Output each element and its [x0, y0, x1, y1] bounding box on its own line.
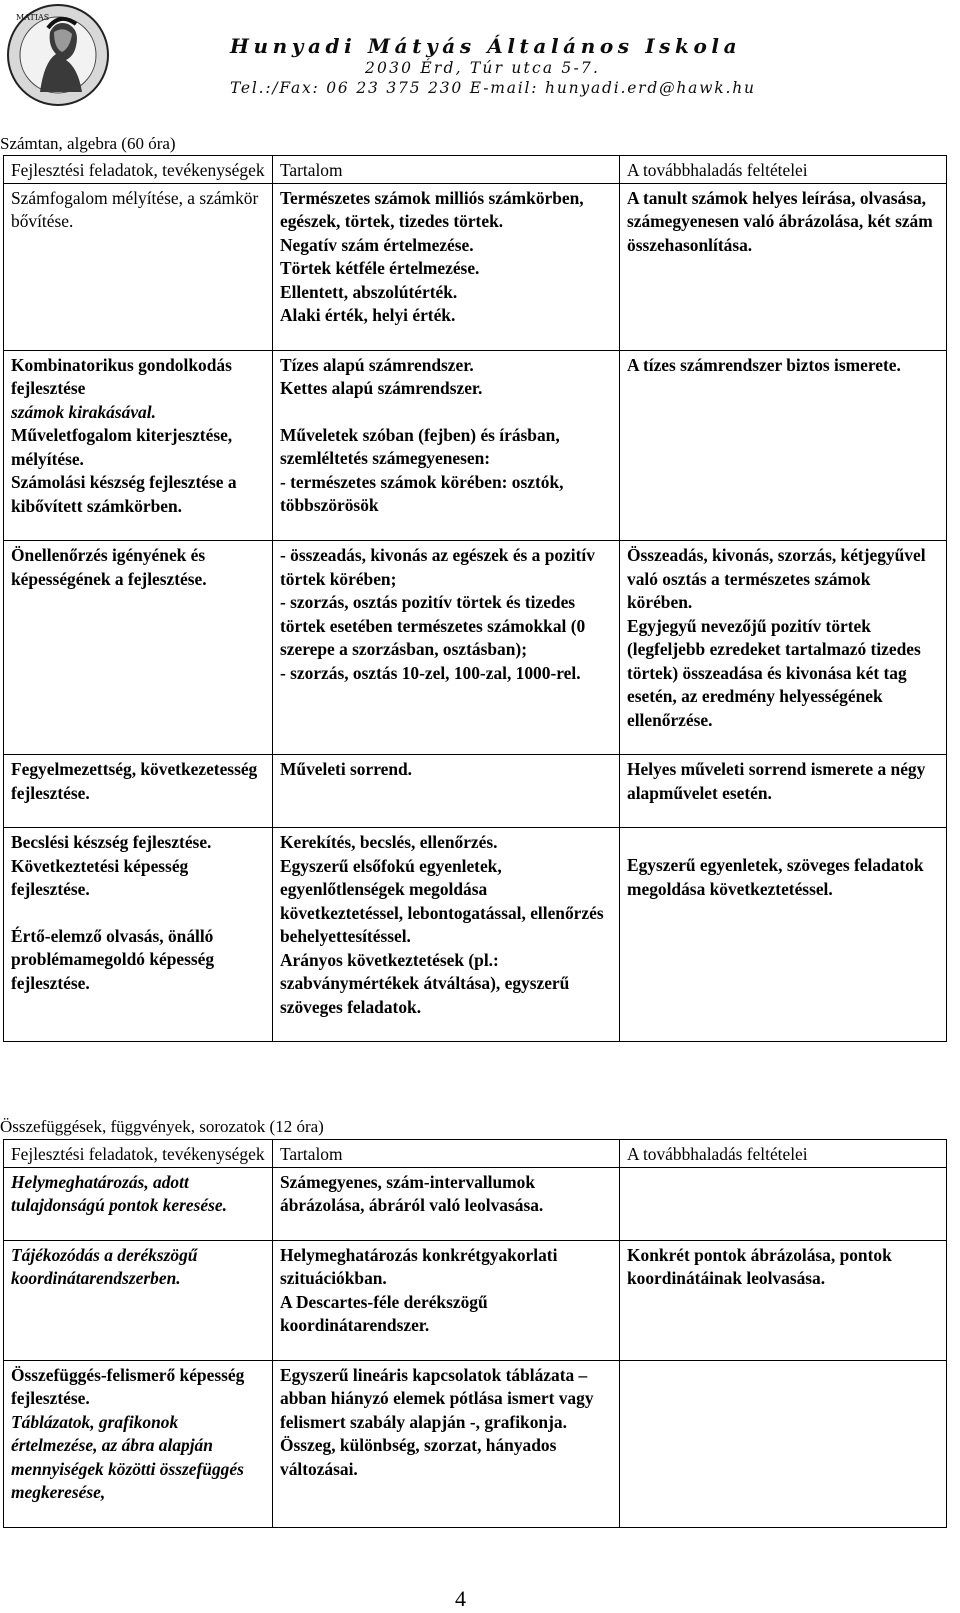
cell-text: Természetes számok milliós számkörben, egészek, törtek, tizedes törtek.	[280, 187, 584, 231]
table-cell	[4, 828, 273, 1042]
cell-text: Önellenőrzés igényének és képességének a fejlesztése.	[11, 545, 207, 589]
cell-text: Műveleti sorrend.	[280, 759, 413, 779]
cell-text: - összeadás, kivonás az egészek és a pozitív törtek körében;	[280, 545, 595, 589]
table-cell	[4, 183, 273, 350]
page-header	[0, 0, 960, 110]
table-row	[4, 828, 947, 1042]
table-row	[4, 350, 947, 541]
table-row	[4, 1240, 947, 1360]
table-cell	[273, 1240, 620, 1360]
cell-text	[280, 401, 612, 424]
cell-text: Műveletek szóban (fejben) és írásban, szemléltetés számegyenesen:	[280, 424, 560, 468]
cell-text: Helymeghatározás, adott tulajdonságú pontok keresése.	[11, 1171, 227, 1215]
column-header: A továbbhaladás feltételei	[620, 1140, 947, 1168]
cell-text: Fegyelmezettség, következetesség fejlesztése.	[11, 759, 258, 803]
table-cell	[273, 1360, 620, 1527]
table-cell	[273, 1167, 620, 1240]
cell-text: Értő-elemző olvasás, önálló problémamegoldó képesség fejlesztése.	[11, 925, 215, 993]
cell-text: Kerekítés, becslés, ellenőrzés.	[280, 832, 498, 852]
section2-title: Összefüggések, függvények, sorozatok (12 óra)	[0, 1117, 324, 1136]
table-row	[4, 1167, 947, 1240]
cell-text: A tanult számok helyes leírása, olvasása, számegyenesen való ábrázolása, két szám összehasonlítása.	[627, 187, 933, 255]
cell-text: Tájékozódás a derékszögű koordinátarendszerben.	[11, 1244, 198, 1288]
table-cell	[273, 755, 620, 828]
cell-text: Egyszerű elsőfokú egyenletek, egyenlőtlenségek megoldása következtetéssel, lebontogatással, ellenőrzés behelyettesítéssel.	[280, 855, 604, 946]
table-cell	[620, 828, 947, 1042]
cell-text: Táblázatok, grafikonok értelmezése, az ábra alapján mennyiségek közötti összefüggés megkeresése,	[11, 1411, 244, 1502]
cell-text: Helyes műveleti sorrend ismerete a négy alapművelet esetén.	[627, 759, 926, 803]
cell-text: Tízes alapú számrendszer.	[280, 354, 474, 375]
table-cell	[620, 350, 947, 541]
column-header: Fejlesztési feladatok, tevékenységek	[4, 1140, 273, 1168]
school-contact: Tel.:/Fax: 06 23 375 230 E-mail: hunyadi.erd@hawk.hu	[230, 79, 756, 97]
cell-text: Következtetési képesség fejlesztése.	[11, 855, 189, 899]
cell-text: Negatív szám értelmezése.	[280, 234, 474, 255]
cell-text: Kettes alapú számrendszer.	[280, 378, 483, 398]
cell-text: - szorzás, osztás 10-zel, 100-zal, 1000-rel.	[280, 662, 581, 683]
table-header-row	[4, 1140, 947, 1168]
cell-text: Alaki érték, helyi érték.	[280, 305, 456, 325]
cell-text: Összefüggés-felismerő képesség fejlesztése.	[11, 1364, 245, 1408]
section1-table	[3, 155, 947, 1042]
table-cell	[4, 1360, 273, 1527]
table-cell	[620, 1167, 947, 1240]
table-header-row	[4, 156, 947, 184]
table-cell	[4, 755, 273, 828]
table-cell	[4, 1240, 273, 1360]
cell-text: Egyjegyű nevezőjű pozitív törtek (legfeljebb ezredeket tartalmazó tizedes törtek) összeadása és kivonása két tag esetén, az eredmény helyességének ellenőrzése.	[627, 615, 921, 730]
logo-text: MATIAS	[16, 13, 50, 22]
table-cell	[273, 183, 620, 350]
cell-text	[627, 831, 939, 854]
cell-text: - szorzás, osztás pozitív törtek és tizedes törtek esetében természetes számokkal (0 szerepe a szorzásban, osztásban);	[280, 592, 586, 659]
table-cell	[620, 755, 947, 828]
cell-text: Egyszerű egyenletek, szöveges feladatok megoldása következtetéssel.	[627, 855, 924, 899]
table-row	[4, 541, 947, 755]
cell-text: Számegyenes, szám-intervallumok ábrázolása, ábráról való leolvasása.	[280, 1171, 544, 1215]
section2-table	[3, 1139, 947, 1528]
cell-text	[11, 902, 265, 925]
table-cell	[620, 183, 947, 350]
cell-text: Egyszerű lineáris kapcsolatok táblázata –abban hiányzó elemek pótlása ismert vagy felismert szabály alapján -, grafikonja.	[280, 1364, 594, 1432]
school-address: 2030 Érd, Túr utca 5-7.	[365, 59, 601, 77]
table-cell	[620, 1240, 947, 1360]
cell-text: Számolási készség fejlesztése a kibővített számkörben.	[11, 472, 237, 516]
cell-text: - természetes számok körében: osztók, többszörösök	[280, 471, 564, 515]
table-cell	[4, 541, 273, 755]
column-header: Tartalom	[273, 156, 620, 184]
cell-text: Konkrét pontok ábrázolása, pontok koordinátáinak leolvasása.	[627, 1244, 892, 1288]
column-header: Tartalom	[273, 1140, 620, 1168]
cell-text: Műveletfogalom kiterjesztése, mélyítése.	[11, 425, 233, 469]
cell-text: A tízes számrendszer biztos ismerete.	[627, 354, 901, 375]
cell-text: Összeadás, kivonás, szorzás, kétjegyűvel való osztás a természetes számok körében.	[627, 545, 926, 612]
cell-text: Ellentett, abszolútérték.	[280, 281, 458, 302]
cell-text: Törtek kétféle értelmezése.	[280, 258, 480, 278]
column-header: A továbbhaladás feltételei	[620, 156, 947, 184]
school-name: Hunyadi Mátyás Általános Iskola	[230, 34, 742, 58]
table-row	[4, 183, 947, 350]
table-row	[4, 1360, 947, 1527]
school-info	[230, 34, 950, 98]
table-cell	[273, 350, 620, 541]
cell-text: Arányos következtetések (pl.: szabványmértékek átváltása), egyszerű szöveges feladatok.	[280, 949, 570, 1017]
cell-text: Helymeghatározás konkrétgyakorlati szituációkban.	[280, 1244, 558, 1288]
table-row	[4, 755, 947, 828]
cell-text: Kombinatorikus gondolkodás fejlesztése	[11, 354, 232, 398]
cell-text: Összeg, különbség, szorzat, hányados változásai.	[280, 1435, 557, 1479]
cell-text: A Descartes-féle derékszögű koordinátarendszer.	[280, 1291, 488, 1335]
table-cell	[273, 828, 620, 1042]
page-number: 4	[455, 1586, 466, 1611]
section1-title: Számtan, algebra (60 óra)	[0, 134, 176, 153]
cell-text: számok kirakásával.	[11, 401, 156, 422]
table-cell	[620, 1360, 947, 1527]
column-header: Fejlesztési feladatok, tevékenységek	[4, 156, 273, 184]
cell-text: Számfogalom mélyítése, a számkör bővítése.	[11, 187, 259, 231]
cell-text: Becslési készség fejlesztése.	[11, 832, 212, 852]
table-cell	[273, 541, 620, 755]
table-cell	[620, 541, 947, 755]
king-portrait-icon	[4, 2, 112, 108]
table-cell	[4, 350, 273, 541]
school-logo	[4, 2, 112, 108]
table-cell	[4, 1167, 273, 1240]
